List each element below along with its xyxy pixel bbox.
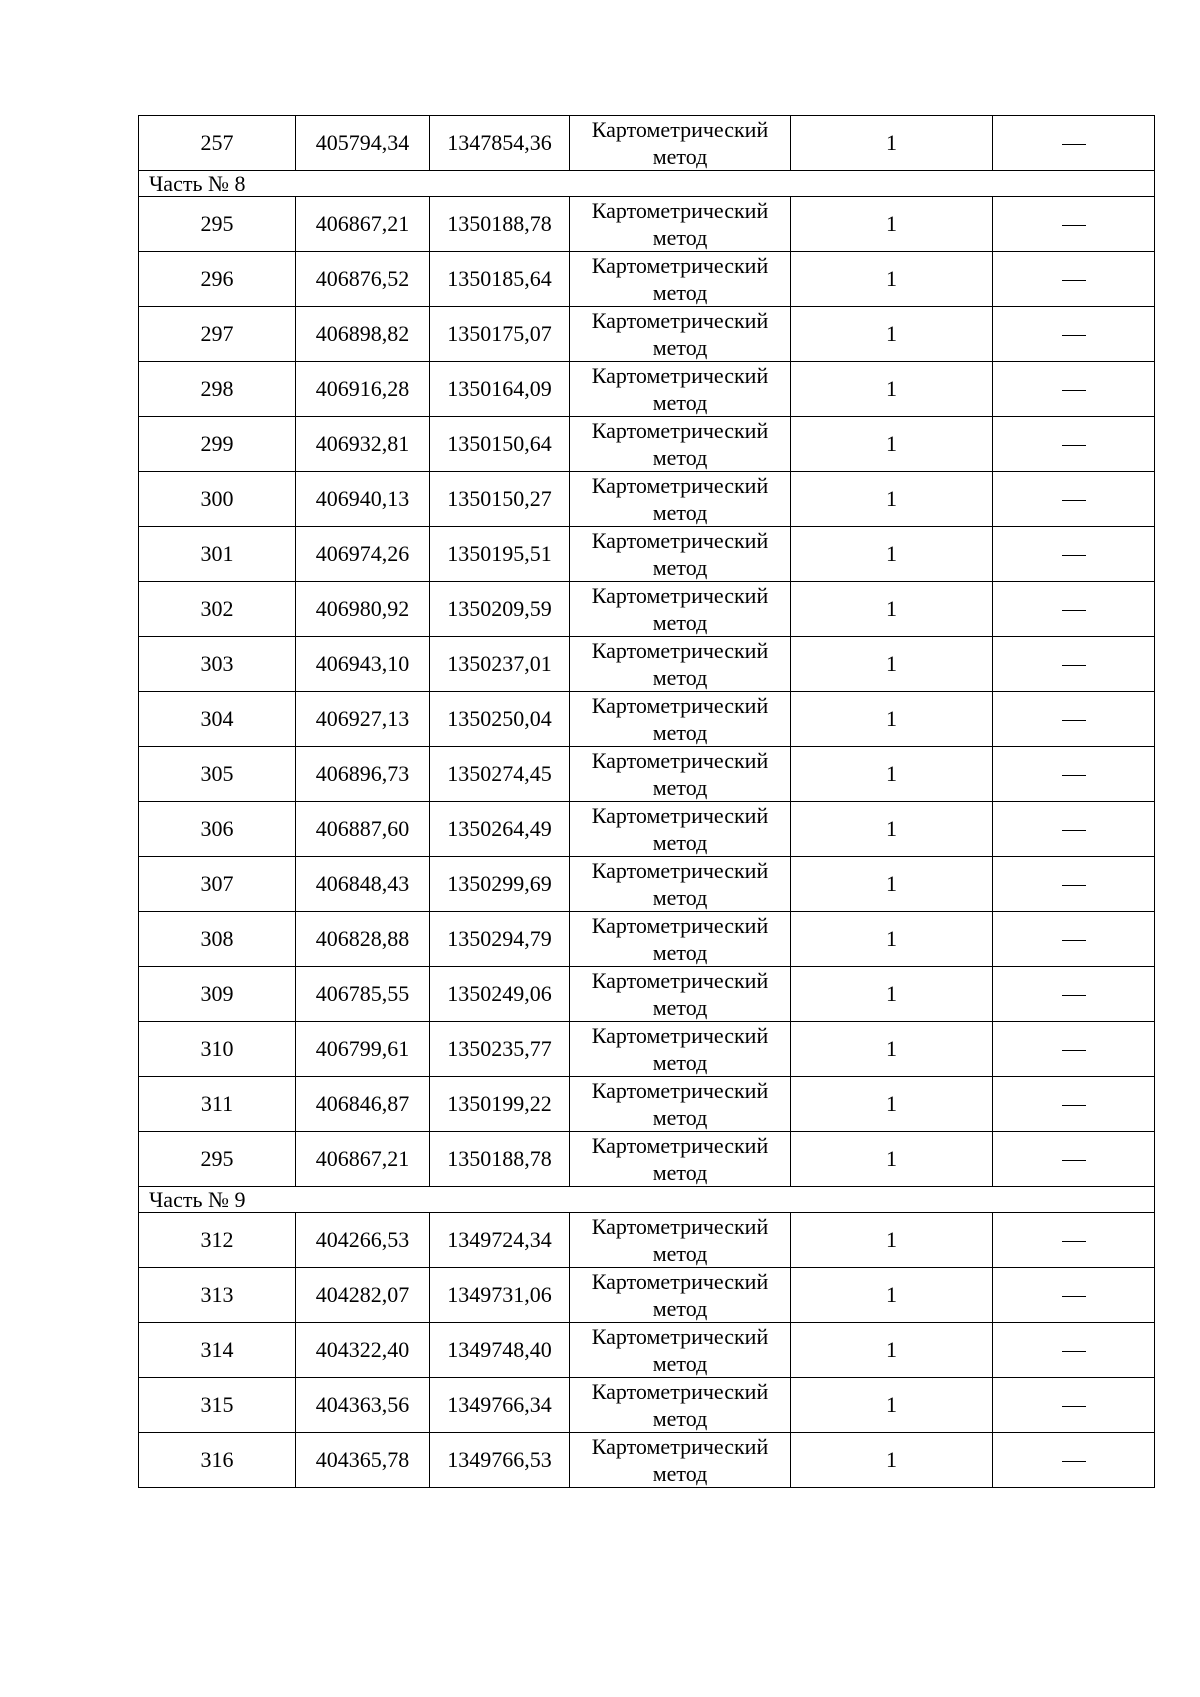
method-cell <box>570 912 791 967</box>
point-number-cell: 257 <box>139 116 296 171</box>
method-text-line: Картометрический <box>591 1434 769 1459</box>
y-coordinate-cell: 1350188,78 <box>430 197 570 252</box>
method-cell <box>570 582 791 637</box>
method-text-line: метод <box>652 1406 708 1431</box>
table-row <box>139 527 1155 582</box>
point-number-cell: 307 <box>139 857 296 912</box>
note-cell <box>993 527 1155 582</box>
table-row <box>139 967 1155 1022</box>
point-number-cell: 309 <box>139 967 296 1022</box>
coordinates-table <box>138 115 1155 1488</box>
dash-mark <box>1062 280 1086 281</box>
table-row <box>139 857 1155 912</box>
table-row <box>139 1213 1155 1268</box>
method-text-line: метод <box>652 885 708 910</box>
dash-mark <box>1062 1461 1086 1462</box>
y-coordinate-cell: 1350188,78 <box>430 1132 570 1187</box>
method-text-line: метод <box>652 1105 708 1130</box>
method-text-line: метод <box>652 1296 708 1321</box>
y-coordinate-cell: 1350209,59 <box>430 582 570 637</box>
method-cell <box>570 1213 791 1268</box>
method-text-line: Картометрический <box>591 528 769 553</box>
point-number-cell: 301 <box>139 527 296 582</box>
method-cell <box>570 1268 791 1323</box>
method-cell <box>570 417 791 472</box>
table-row <box>139 637 1155 692</box>
method-cell <box>570 362 791 417</box>
dash-mark <box>1062 1160 1086 1161</box>
table-row <box>139 1132 1155 1187</box>
y-coordinate-cell: 1350237,01 <box>430 637 570 692</box>
y-coordinate-cell: 1350299,69 <box>430 857 570 912</box>
note-cell <box>993 747 1155 802</box>
x-coordinate-cell: 406876,52 <box>296 252 430 307</box>
point-number-cell: 314 <box>139 1323 296 1378</box>
dash-mark <box>1062 1105 1086 1106</box>
method-text-line: Картометрический <box>591 1269 769 1294</box>
x-coordinate-cell: 406799,61 <box>296 1022 430 1077</box>
dash-mark <box>1062 445 1086 446</box>
table-row <box>139 472 1155 527</box>
table-row <box>139 116 1155 171</box>
accuracy-cell: 1 <box>791 472 993 527</box>
y-coordinate-cell: 1350150,64 <box>430 417 570 472</box>
method-cell <box>570 1323 791 1378</box>
note-cell <box>993 1213 1155 1268</box>
method-cell <box>570 307 791 362</box>
method-cell <box>570 527 791 582</box>
method-text-line: метод <box>652 445 708 470</box>
method-text-line: Картометрический <box>591 968 769 993</box>
section-label: Часть № 8 <box>139 171 1155 197</box>
point-number-cell: 312 <box>139 1213 296 1268</box>
note-cell <box>993 362 1155 417</box>
y-coordinate-cell: 1350250,04 <box>430 692 570 747</box>
dash-mark <box>1062 390 1086 391</box>
method-text-line: Картометрический <box>591 1379 769 1404</box>
method-text-line: Картометрический <box>591 583 769 608</box>
method-text-line: Картометрический <box>591 1078 769 1103</box>
note-cell <box>993 116 1155 171</box>
x-coordinate-cell: 406848,43 <box>296 857 430 912</box>
y-coordinate-cell: 1349766,34 <box>430 1378 570 1433</box>
accuracy-cell: 1 <box>791 802 993 857</box>
method-text-line: метод <box>652 775 708 800</box>
method-text-line: метод <box>652 280 708 305</box>
y-coordinate-cell: 1350185,64 <box>430 252 570 307</box>
note-cell <box>993 1022 1155 1077</box>
accuracy-cell: 1 <box>791 527 993 582</box>
method-text-line: Картометрический <box>591 418 769 443</box>
y-coordinate-cell: 1349724,34 <box>430 1213 570 1268</box>
x-coordinate-cell: 406785,55 <box>296 967 430 1022</box>
x-coordinate-cell: 405794,34 <box>296 116 430 171</box>
dash-mark <box>1062 940 1086 941</box>
method-cell <box>570 1022 791 1077</box>
method-text-line: метод <box>652 1351 708 1376</box>
note-cell <box>993 912 1155 967</box>
method-text-line: Картометрический <box>591 1324 769 1349</box>
method-text-line: Картометрический <box>591 117 769 142</box>
accuracy-cell: 1 <box>791 252 993 307</box>
point-number-cell: 296 <box>139 252 296 307</box>
x-coordinate-cell: 404282,07 <box>296 1268 430 1323</box>
method-cell <box>570 637 791 692</box>
method-text-line: Картометрический <box>591 913 769 938</box>
section-header-row <box>139 171 1155 197</box>
y-coordinate-cell: 1350195,51 <box>430 527 570 582</box>
x-coordinate-cell: 406916,28 <box>296 362 430 417</box>
accuracy-cell: 1 <box>791 967 993 1022</box>
dash-mark <box>1062 144 1086 145</box>
method-cell <box>570 1378 791 1433</box>
x-coordinate-cell: 406896,73 <box>296 747 430 802</box>
method-text-line: Картометрический <box>591 1214 769 1239</box>
dash-mark <box>1062 335 1086 336</box>
y-coordinate-cell: 1347854,36 <box>430 116 570 171</box>
dash-mark <box>1062 830 1086 831</box>
note-cell <box>993 857 1155 912</box>
y-coordinate-cell: 1350249,06 <box>430 967 570 1022</box>
method-text-line: Картометрический <box>591 198 769 223</box>
accuracy-cell: 1 <box>791 1213 993 1268</box>
x-coordinate-cell: 406887,60 <box>296 802 430 857</box>
note-cell <box>993 802 1155 857</box>
method-text-line: метод <box>652 665 708 690</box>
dash-mark <box>1062 995 1086 996</box>
section-label: Часть № 9 <box>139 1187 1155 1213</box>
table-row <box>139 582 1155 637</box>
point-number-cell: 295 <box>139 197 296 252</box>
method-text-line: метод <box>652 500 708 525</box>
note-cell <box>993 1433 1155 1488</box>
method-text-line: метод <box>652 225 708 250</box>
table-row <box>139 912 1155 967</box>
method-text-line: Картометрический <box>591 363 769 388</box>
y-coordinate-cell: 1349731,06 <box>430 1268 570 1323</box>
table-row <box>139 362 1155 417</box>
accuracy-cell: 1 <box>791 747 993 802</box>
method-text-line: метод <box>652 335 708 360</box>
accuracy-cell: 1 <box>791 1323 993 1378</box>
dash-mark <box>1062 500 1086 501</box>
note-cell <box>993 472 1155 527</box>
x-coordinate-cell: 406927,13 <box>296 692 430 747</box>
point-number-cell: 297 <box>139 307 296 362</box>
y-coordinate-cell: 1350274,45 <box>430 747 570 802</box>
method-cell <box>570 252 791 307</box>
method-text-line: метод <box>652 830 708 855</box>
method-cell <box>570 472 791 527</box>
method-text-line: Картометрический <box>591 308 769 333</box>
y-coordinate-cell: 1350235,77 <box>430 1022 570 1077</box>
dash-mark <box>1062 665 1086 666</box>
point-number-cell: 299 <box>139 417 296 472</box>
point-number-cell: 306 <box>139 802 296 857</box>
y-coordinate-cell: 1350294,79 <box>430 912 570 967</box>
y-coordinate-cell: 1350175,07 <box>430 307 570 362</box>
point-number-cell: 308 <box>139 912 296 967</box>
method-text-line: Картометрический <box>591 253 769 278</box>
note-cell <box>993 197 1155 252</box>
method-text-line: Картометрический <box>591 803 769 828</box>
dash-mark <box>1062 225 1086 226</box>
accuracy-cell: 1 <box>791 417 993 472</box>
method-text-line: Картометрический <box>591 748 769 773</box>
point-number-cell: 305 <box>139 747 296 802</box>
point-number-cell: 295 <box>139 1132 296 1187</box>
note-cell <box>993 1378 1155 1433</box>
y-coordinate-cell: 1350264,49 <box>430 802 570 857</box>
x-coordinate-cell: 406980,92 <box>296 582 430 637</box>
table-row <box>139 307 1155 362</box>
method-cell <box>570 1132 791 1187</box>
dash-mark <box>1062 555 1086 556</box>
point-number-cell: 298 <box>139 362 296 417</box>
accuracy-cell: 1 <box>791 1132 993 1187</box>
accuracy-cell: 1 <box>791 362 993 417</box>
x-coordinate-cell: 406898,82 <box>296 307 430 362</box>
x-coordinate-cell: 404322,40 <box>296 1323 430 1378</box>
dash-mark <box>1062 1241 1086 1242</box>
x-coordinate-cell: 404365,78 <box>296 1433 430 1488</box>
y-coordinate-cell: 1350199,22 <box>430 1077 570 1132</box>
coordinates-table-body <box>139 116 1155 1488</box>
method-cell <box>570 802 791 857</box>
x-coordinate-cell: 406943,10 <box>296 637 430 692</box>
method-text-line: Картометрический <box>591 693 769 718</box>
table-row <box>139 1022 1155 1077</box>
table-row <box>139 1433 1155 1488</box>
x-coordinate-cell: 406867,21 <box>296 1132 430 1187</box>
table-row <box>139 1268 1155 1323</box>
method-text-line: метод <box>652 390 708 415</box>
dash-mark <box>1062 775 1086 776</box>
dash-mark <box>1062 1296 1086 1297</box>
method-text-line: метод <box>652 1461 708 1486</box>
dash-mark <box>1062 885 1086 886</box>
table-row <box>139 197 1155 252</box>
dash-mark <box>1062 1406 1086 1407</box>
table-row <box>139 1077 1155 1132</box>
note-cell <box>993 252 1155 307</box>
y-coordinate-cell: 1350164,09 <box>430 362 570 417</box>
accuracy-cell: 1 <box>791 197 993 252</box>
point-number-cell: 303 <box>139 637 296 692</box>
x-coordinate-cell: 406932,81 <box>296 417 430 472</box>
accuracy-cell: 1 <box>791 582 993 637</box>
note-cell <box>993 582 1155 637</box>
method-text-line: метод <box>652 1050 708 1075</box>
x-coordinate-cell: 406828,88 <box>296 912 430 967</box>
dash-mark <box>1062 610 1086 611</box>
table-row <box>139 1378 1155 1433</box>
accuracy-cell: 1 <box>791 1378 993 1433</box>
method-cell <box>570 692 791 747</box>
accuracy-cell: 1 <box>791 637 993 692</box>
note-cell <box>993 307 1155 362</box>
note-cell <box>993 692 1155 747</box>
method-text-line: метод <box>652 940 708 965</box>
method-text-line: Картометрический <box>591 1023 769 1048</box>
note-cell <box>993 1077 1155 1132</box>
method-text-line: метод <box>652 1241 708 1266</box>
table-row <box>139 417 1155 472</box>
accuracy-cell: 1 <box>791 912 993 967</box>
method-cell <box>570 857 791 912</box>
dash-mark <box>1062 720 1086 721</box>
x-coordinate-cell: 406974,26 <box>296 527 430 582</box>
method-cell <box>570 967 791 1022</box>
accuracy-cell: 1 <box>791 1433 993 1488</box>
method-cell <box>570 1433 791 1488</box>
accuracy-cell: 1 <box>791 116 993 171</box>
method-cell <box>570 1077 791 1132</box>
accuracy-cell: 1 <box>791 1022 993 1077</box>
method-cell <box>570 747 791 802</box>
method-text-line: метод <box>652 144 708 169</box>
y-coordinate-cell: 1349748,40 <box>430 1323 570 1378</box>
note-cell <box>993 967 1155 1022</box>
note-cell <box>993 1323 1155 1378</box>
y-coordinate-cell: 1350150,27 <box>430 472 570 527</box>
method-text-line: Картометрический <box>591 473 769 498</box>
table-row <box>139 802 1155 857</box>
method-text-line: метод <box>652 720 708 745</box>
note-cell <box>993 417 1155 472</box>
method-text-line: метод <box>652 995 708 1020</box>
method-text-line: Картометрический <box>591 638 769 663</box>
note-cell <box>993 637 1155 692</box>
accuracy-cell: 1 <box>791 1268 993 1323</box>
method-text-line: метод <box>652 1160 708 1185</box>
accuracy-cell: 1 <box>791 307 993 362</box>
point-number-cell: 313 <box>139 1268 296 1323</box>
point-number-cell: 302 <box>139 582 296 637</box>
x-coordinate-cell: 406940,13 <box>296 472 430 527</box>
method-cell <box>570 116 791 171</box>
section-header-row <box>139 1187 1155 1213</box>
x-coordinate-cell: 406867,21 <box>296 197 430 252</box>
point-number-cell: 310 <box>139 1022 296 1077</box>
x-coordinate-cell: 406846,87 <box>296 1077 430 1132</box>
accuracy-cell: 1 <box>791 692 993 747</box>
note-cell <box>993 1268 1155 1323</box>
method-text-line: Картометрический <box>591 1133 769 1158</box>
dash-mark <box>1062 1351 1086 1352</box>
x-coordinate-cell: 404363,56 <box>296 1378 430 1433</box>
point-number-cell: 316 <box>139 1433 296 1488</box>
method-text-line: Картометрический <box>591 858 769 883</box>
point-number-cell: 300 <box>139 472 296 527</box>
table-row <box>139 252 1155 307</box>
dash-mark <box>1062 1050 1086 1051</box>
table-row <box>139 1323 1155 1378</box>
accuracy-cell: 1 <box>791 1077 993 1132</box>
table-row <box>139 747 1155 802</box>
note-cell <box>993 1132 1155 1187</box>
method-cell <box>570 197 791 252</box>
point-number-cell: 304 <box>139 692 296 747</box>
method-text-line: метод <box>652 610 708 635</box>
y-coordinate-cell: 1349766,53 <box>430 1433 570 1488</box>
point-number-cell: 311 <box>139 1077 296 1132</box>
point-number-cell: 315 <box>139 1378 296 1433</box>
accuracy-cell: 1 <box>791 857 993 912</box>
x-coordinate-cell: 404266,53 <box>296 1213 430 1268</box>
method-text-line: метод <box>652 555 708 580</box>
table-row <box>139 692 1155 747</box>
